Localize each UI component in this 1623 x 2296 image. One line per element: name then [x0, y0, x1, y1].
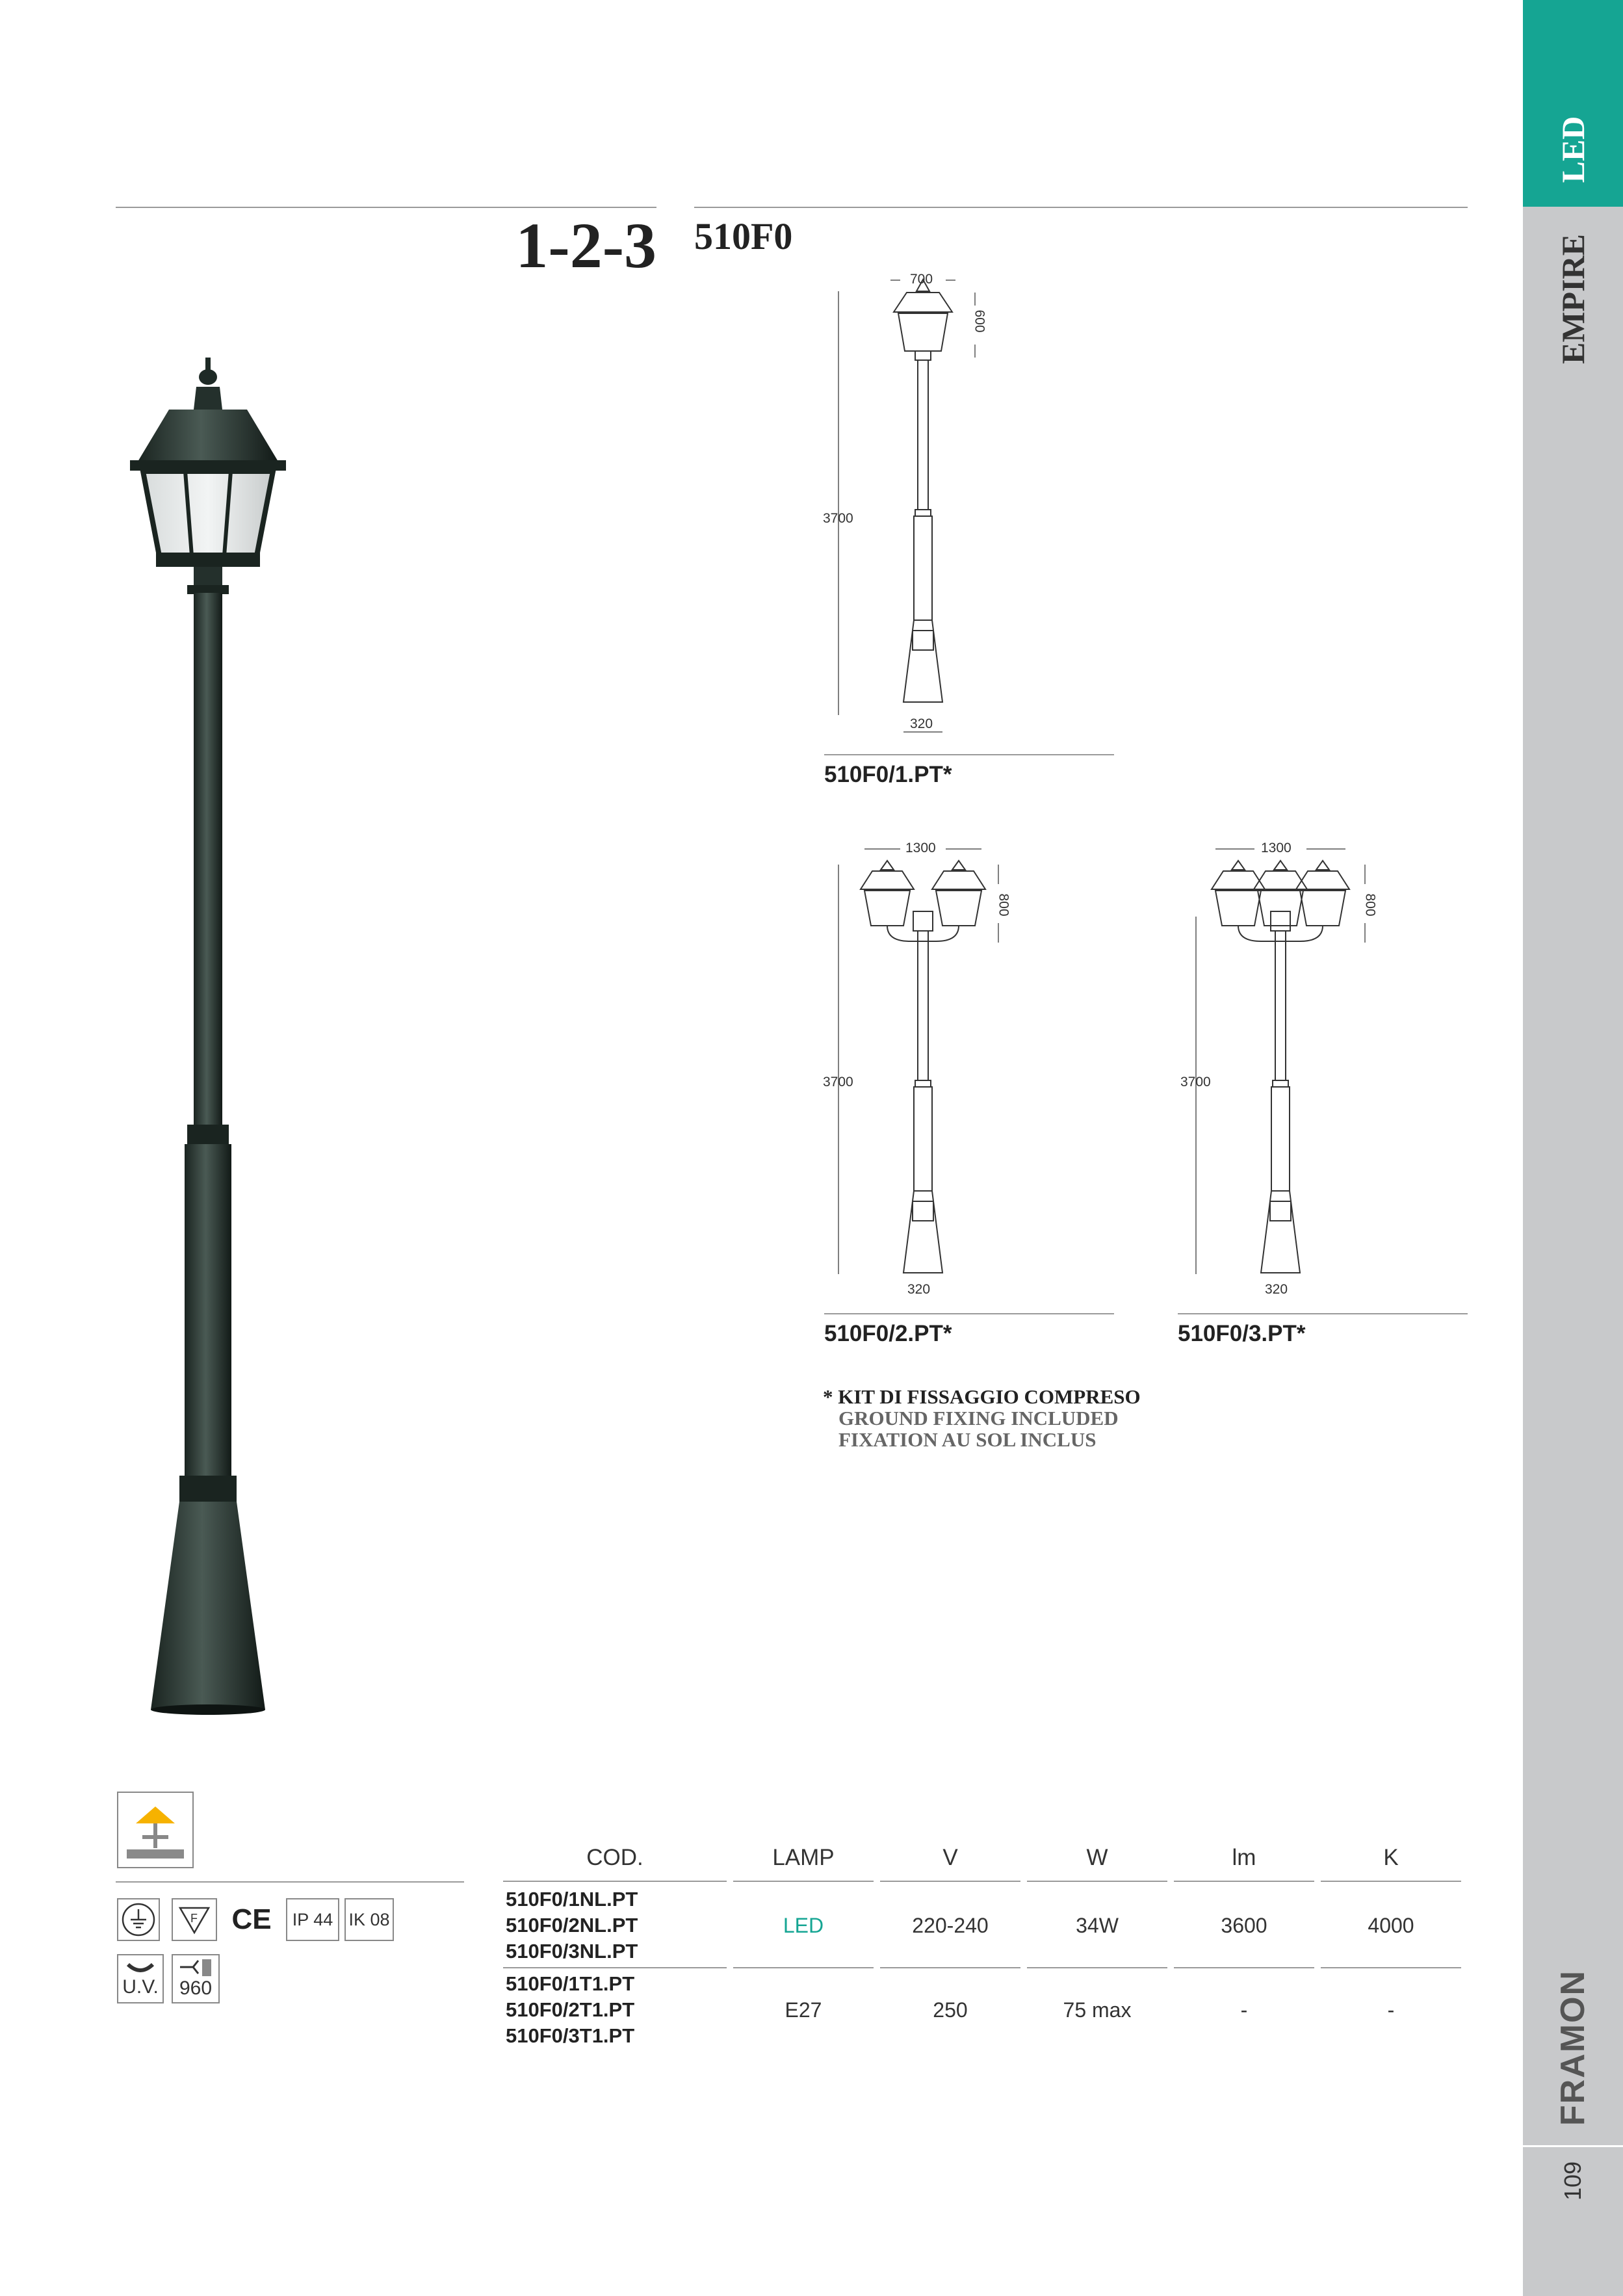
drawing-1-code: 510F0/1.PT* — [824, 762, 952, 787]
col-header-cod: COD. — [586, 1845, 643, 1870]
drawing-1-head-dim: 600 — [972, 309, 987, 333]
table-row-1-code-3: 510F0/3NL.PT — [506, 1940, 638, 1963]
technical-drawing-3 — [1176, 839, 1475, 1307]
icons-rule — [116, 1881, 464, 1883]
ground-mount-icon — [117, 1792, 194, 1868]
drawing-3-height-dim: 3700 — [1180, 1075, 1211, 1089]
drawing-1-rule — [824, 754, 1114, 755]
table-row-2-code-1: 510F0/1T1.PT — [506, 1972, 635, 1995]
glow-wire-label: 960 — [179, 1977, 213, 1999]
drawing-2-rule — [824, 1313, 1114, 1314]
header-rule-right — [694, 207, 1468, 208]
uv-resistant-icon — [117, 1954, 164, 2003]
row-rule-lamp — [733, 1967, 874, 1968]
earth-ground-icon — [117, 1898, 160, 1941]
col-header-lamp: LAMP — [772, 1845, 835, 1870]
col-header-k: K — [1383, 1845, 1399, 1870]
header-rule-w — [1027, 1881, 1167, 1882]
row-rule-w — [1027, 1967, 1167, 1968]
table-row-1-w: 34W — [1076, 1914, 1119, 1937]
drawing-1-width-dim: 700 — [910, 272, 933, 287]
table-row-1-lamp: LED — [783, 1914, 824, 1937]
header-rule-lm — [1174, 1881, 1314, 1882]
technical-drawing-2 — [819, 839, 1118, 1307]
table-row-2-codes — [506, 1971, 634, 2049]
col-header-lm: lm — [1232, 1845, 1256, 1870]
note-line-fr: FIXATION AU SOL INCLUS — [838, 1428, 1097, 1451]
drawing-2-base-dim: 320 — [907, 1282, 931, 1297]
table-row-1-v: 220-240 — [912, 1914, 989, 1937]
sidebar-brand-logo: FRAMON — [1554, 1969, 1592, 2126]
page-title: 1-2-3 — [515, 209, 656, 281]
table-row-1-code-1: 510F0/1NL.PT — [506, 1888, 638, 1911]
svg-text:F: F — [190, 1912, 198, 1925]
header-rule-cod — [503, 1881, 727, 1882]
note-line-en: GROUND FIXING INCLUDED — [838, 1407, 1119, 1429]
drawing-3-width-dim: 1300 — [1261, 841, 1292, 855]
glow-wire-icon — [172, 1954, 220, 2003]
ik-rating-badge: IK 08 — [344, 1898, 394, 1941]
product-photo — [123, 358, 292, 1716]
table-row-2-code-2: 510F0/2T1.PT — [506, 1998, 635, 2021]
table-row-2-w: 75 max — [1063, 1998, 1132, 2022]
ce-mark: CE — [229, 1898, 274, 1941]
table-row-2-code-3: 510F0/3T1.PT — [506, 2024, 635, 2047]
row-rule-v — [880, 1967, 1020, 1968]
col-header-v: V — [942, 1845, 958, 1870]
fixing-note — [823, 1386, 1141, 1450]
table-row-2-v: 250 — [933, 1998, 968, 2022]
drawing-3-base-dim: 320 — [1265, 1282, 1288, 1297]
flammable-surface-icon — [172, 1898, 217, 1941]
ip-rating-badge: IP 44 — [286, 1898, 339, 1941]
drawing-2-code: 510F0/2.PT* — [824, 1321, 952, 1346]
note-line-it: KIT DI FISSAGGIO COMPRESO — [838, 1385, 1141, 1408]
product-code: 510F0 — [694, 215, 793, 257]
table-row-1-lm: 3600 — [1221, 1914, 1267, 1937]
note-marker: * — [823, 1385, 833, 1408]
row-rule-lm — [1174, 1967, 1314, 1968]
drawing-2-head-dim: 800 — [996, 893, 1011, 917]
col-header-w: W — [1086, 1845, 1108, 1870]
drawing-2-height-dim: 3700 — [823, 1075, 853, 1089]
header-rule-k — [1321, 1881, 1461, 1882]
sidebar-collection-label: EMPIRE — [1555, 234, 1591, 364]
table-row-2-lamp: E27 — [785, 1998, 822, 2022]
row-rule-cod — [503, 1967, 727, 1968]
page-number: 109 — [1559, 2161, 1586, 2201]
drawing-3-code: 510F0/3.PT* — [1178, 1321, 1306, 1346]
row-rule-k — [1321, 1967, 1461, 1968]
table-row-1-code-2: 510F0/2NL.PT — [506, 1914, 638, 1937]
header-rule-v — [880, 1881, 1020, 1882]
uv-label: U.V. — [122, 1976, 159, 1998]
sidebar-category-label: LED — [1555, 116, 1591, 183]
table-row-1-k: 4000 — [1368, 1914, 1414, 1937]
table-row-1-codes — [506, 1886, 638, 1964]
drawing-2-width-dim: 1300 — [905, 841, 936, 855]
table-row-2-k: - — [1387, 1998, 1395, 2022]
drawing-1-height-dim: 3700 — [823, 511, 853, 526]
header-rule-lamp — [733, 1881, 874, 1882]
technical-drawing-1 — [819, 267, 1118, 741]
drawing-1-base-dim: 320 — [910, 716, 933, 731]
table-row-2-lm: - — [1240, 1998, 1248, 2022]
drawing-3-rule — [1178, 1313, 1468, 1314]
drawing-3-head-dim: 800 — [1362, 893, 1378, 917]
